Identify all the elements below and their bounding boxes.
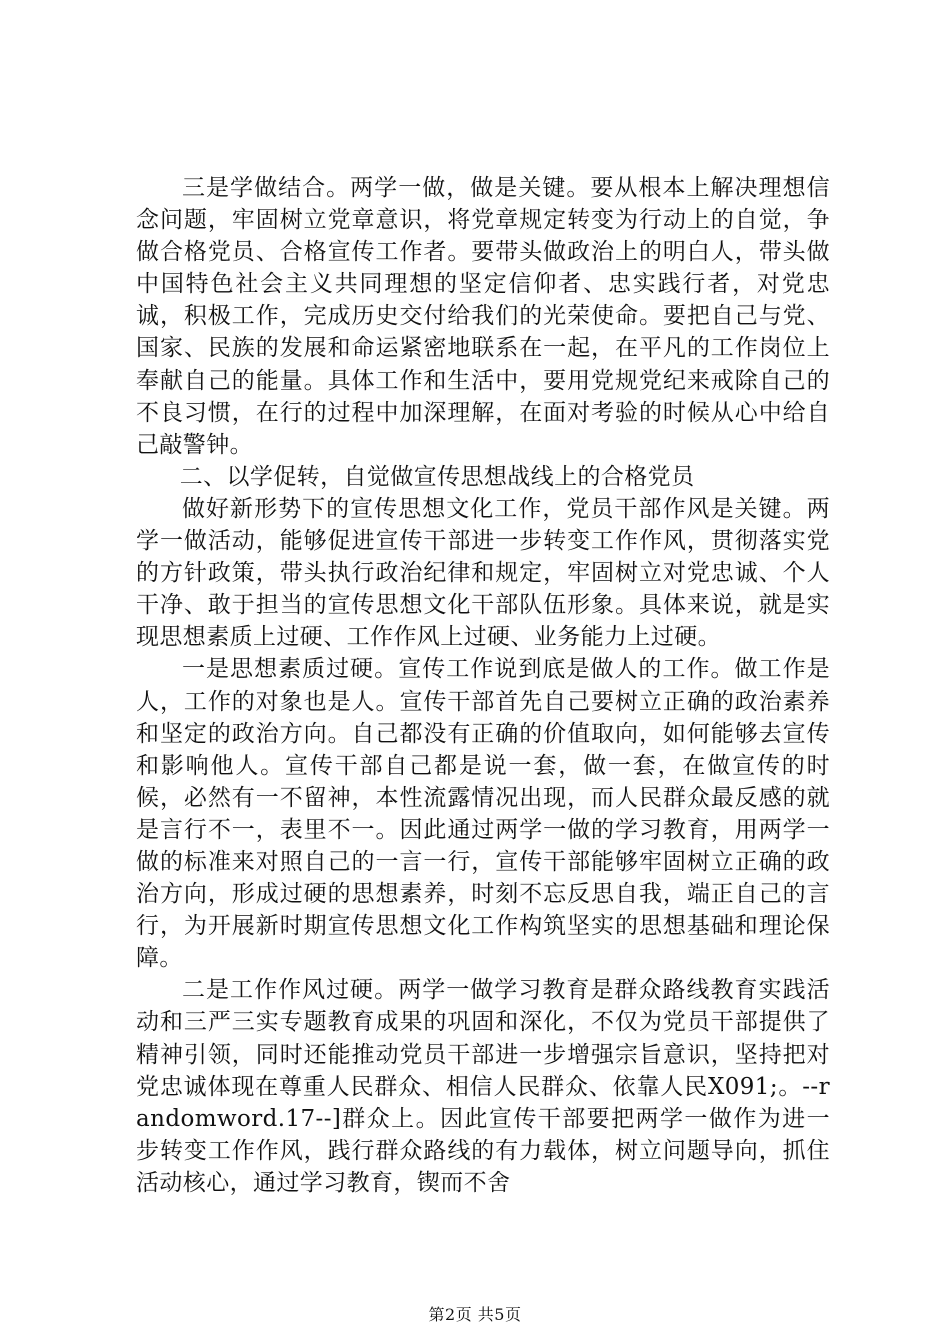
page-footer: 第2页 共5页 — [428, 1305, 522, 1324]
paragraph-learn-and-do: 三是学做结合。两学一做，做是关键。要从根本上解决理想信念问题，牢固树立党章意识，将党章规定转变为行动上的自觉，争做合格党员、合格宣传工作者。要带头做政治上的明白人，带头做中国特色社会主义共同理想的坚定信仰者、忠实践行者，对党忠诚，积极工作，完成历史交付给我们的光荣使命。要把自己与党、国家、民族的发展和命运紧密地联系在一起，在平凡的工作岗位上奉献自己的能量。具体工作和生活中，要用党规党纪来戒除自己的不良习惯，在行的过程中加深理解，在面对考验的时候从心中给自己敲警钟。 — [136, 175, 830, 458]
section-heading: 二、以学促转，自觉做宣传思想战线上的合格党员 — [179, 463, 695, 490]
paragraph-work-style: 做好新形势下的宣传思想文化工作，党员干部作风是关键。两学一做活动，能够促进宣传干部进一步转变工作作风，贯彻落实党的方针政策，带头执行政治纪律和规定，牢固树立对党忠诚、个人干净、敢于担当的宣传思想文化干部队伍形象。具体来说，就是实现思想素质上过硬、工作作风上过硬、业务能力上过硬。 — [136, 495, 830, 651]
document-body — [136, 172, 830, 1199]
paragraph-ideological-quality: 一是思想素质过硬。宣传工作说到底是做人的工作。做工作是人，工作的对象也是人。宣传干部首先自己要树立正确的政治素养和坚定的政治方向。自己都没有正确的价值取向，如何能够去宣传和影响他人。宣传干部自己都是说一套，做一套，在做宣传的时候，必然有一不留神，本性流露情况出现，而人民群众最反感的就是言行不一，表里不一。因此通过两学一做的学习教育，用两学一做的标准来对照自己的一言一行，宣传干部能够牢固树立正确的政治方向，形成过硬的思想素养，时刻不忘反思自我，端正自己的言行，为开展新时期宣传思想文化工作构筑坚实的思想基础和理论保障。 — [136, 656, 830, 972]
paragraph-work-attitude: 二是工作作风过硬。两学一做学习教育是群众路线教育实践活动和三严三实专题教育成果的巩固和深化，不仅为党员干部提供了精神引领，同时还能推动党员干部进一步增强宗旨意识，坚持把对党忠诚体现在尊重人民群众、相信人民群众、依靠人民X091;。--randomword.17--]群众上。因此宣传干部要把两学一做作为进一步转变工作作风，践行群众路线的有力载体，树立问题导向，抓住活动核心，通过学习教育，锲而不舍 — [136, 977, 830, 1196]
